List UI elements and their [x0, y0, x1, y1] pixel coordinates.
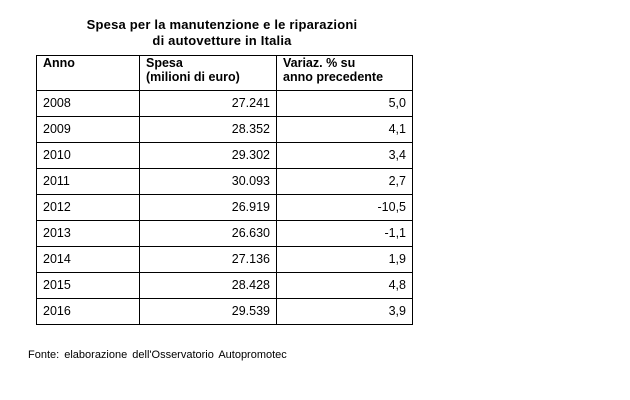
cell-year: 2015 — [37, 273, 140, 299]
cell-spesa: 27.136 — [140, 247, 277, 273]
cell-variazione: 4,8 — [277, 273, 413, 299]
cell-variazione: 3,4 — [277, 143, 413, 169]
header-anno-label: Anno — [43, 56, 75, 70]
cell-spesa: 26.630 — [140, 221, 277, 247]
data-table — [36, 55, 413, 325]
table-row — [37, 247, 413, 273]
cell-year: 2016 — [37, 299, 140, 325]
header-variazione — [277, 56, 413, 91]
table-title-line-1: Spesa per la manutenzione e le riparazioni — [86, 17, 358, 32]
cell-year: 2009 — [37, 117, 140, 143]
table-title-line-2: di autovetture in Italia — [152, 33, 292, 48]
cell-variazione: 4,1 — [277, 117, 413, 143]
cell-variazione: -1,1 — [277, 221, 413, 247]
header-spesa — [140, 56, 277, 91]
cell-spesa: 28.352 — [140, 117, 277, 143]
cell-year: 2013 — [37, 221, 140, 247]
cell-year: 2014 — [37, 247, 140, 273]
cell-year: 2011 — [37, 169, 140, 195]
cell-spesa: 29.302 — [140, 143, 277, 169]
table-row — [37, 195, 413, 221]
cell-variazione: 2,7 — [277, 169, 413, 195]
header-row — [37, 56, 413, 91]
header-spesa-line-2: (milioni di euro) — [146, 70, 240, 84]
cell-spesa: 26.919 — [140, 195, 277, 221]
cell-spesa: 29.539 — [140, 299, 277, 325]
source-note: Fonte: elaborazione dell'Osservatorio Autopromotec — [28, 349, 287, 361]
cell-year: 2012 — [37, 195, 140, 221]
header-anno — [37, 56, 140, 91]
cell-variazione: 3,9 — [277, 299, 413, 325]
cell-variazione: 5,0 — [277, 91, 413, 117]
cell-spesa: 28.428 — [140, 273, 277, 299]
header-spesa-line-1: Spesa — [146, 56, 183, 70]
table-title — [36, 17, 408, 49]
cell-year: 2010 — [37, 143, 140, 169]
table-row — [37, 273, 413, 299]
header-variazione-line-1: Variaz. % su — [283, 56, 356, 70]
cell-variazione: -10,5 — [277, 195, 413, 221]
table-row — [37, 299, 413, 325]
cell-variazione: 1,9 — [277, 247, 413, 273]
table-row — [37, 91, 413, 117]
cell-spesa: 30.093 — [140, 169, 277, 195]
cell-spesa: 27.241 — [140, 91, 277, 117]
cell-year: 2008 — [37, 91, 140, 117]
table-row — [37, 169, 413, 195]
header-variazione-line-2: anno precedente — [283, 70, 384, 84]
table-row — [37, 117, 413, 143]
table-row — [37, 143, 413, 169]
table-row — [37, 221, 413, 247]
